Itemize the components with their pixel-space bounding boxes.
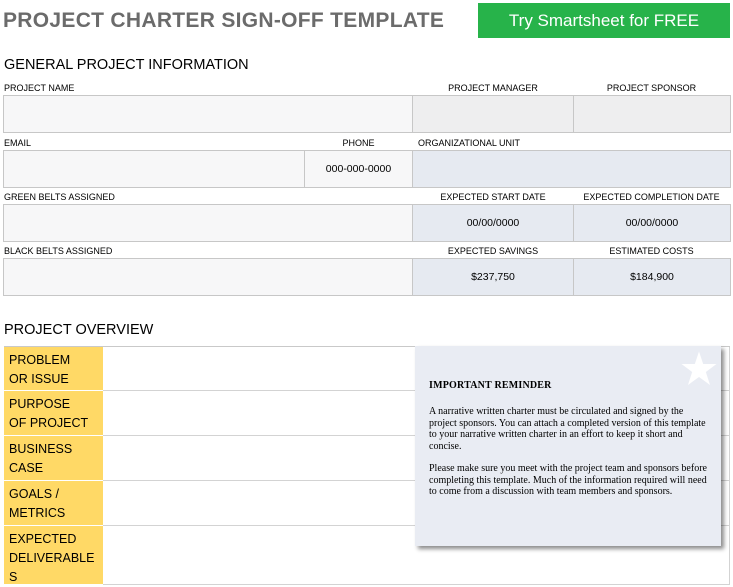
important-reminder-callout bbox=[415, 346, 721, 546]
overview-label-deliverables: EXPECTED DELIVERABLE S bbox=[4, 526, 103, 585]
overview-label-business-case: BUSINESS CASE bbox=[4, 436, 103, 481]
project-manager-field[interactable] bbox=[412, 95, 574, 133]
project-name-label: PROJECT NAME bbox=[4, 83, 75, 93]
phone-label: PHONE bbox=[342, 138, 375, 148]
black-belts-label: BLACK BELTS ASSIGNED bbox=[4, 246, 113, 256]
expected-savings-field[interactable]: $237,750 bbox=[412, 258, 574, 296]
estimated-costs-field[interactable]: $184,900 bbox=[573, 258, 731, 296]
star-icon bbox=[680, 350, 718, 388]
phone-field[interactable]: 000-000-0000 bbox=[304, 150, 413, 188]
estimated-costs-label: ESTIMATED COSTS bbox=[609, 246, 694, 256]
completion-date-label: EXPECTED COMPLETION DATE bbox=[583, 192, 720, 202]
overview-label-goals: GOALS / METRICS bbox=[4, 481, 103, 526]
project-sponsor-label: PROJECT SPONSOR bbox=[606, 83, 697, 93]
black-belts-field[interactable] bbox=[3, 258, 413, 296]
email-label: EMAIL bbox=[4, 138, 32, 148]
reminder-paragraph-2: Please make sure you meet with the project team and sponsors before completing this template. Much of the information required will need to come from a discussion with team members and sponsors. bbox=[429, 463, 707, 497]
project-overview-heading: PROJECT OVERVIEW bbox=[4, 322, 154, 338]
try-smartsheet-button[interactable]: Try Smartsheet for FREE bbox=[478, 3, 730, 38]
expected-savings-label: EXPECTED SAVINGS bbox=[447, 246, 539, 256]
reminder-title: IMPORTANT REMINDER bbox=[429, 380, 552, 391]
page-title: PROJECT CHARTER SIGN-OFF TEMPLATE bbox=[3, 9, 445, 32]
start-date-label: EXPECTED START DATE bbox=[440, 192, 546, 202]
green-belts-label: GREEN BELTS ASSIGNED bbox=[4, 192, 115, 202]
project-name-field[interactable] bbox=[3, 95, 413, 133]
overview-label-problem: PROBLEM OR ISSUE bbox=[4, 347, 103, 391]
reminder-paragraph-1: A narrative written charter must be circulated and signed by the project sponsors. You can attach a completed version of this template to your narrative written charter in an effort to keep it short and concise. bbox=[429, 406, 706, 452]
project-sponsor-field[interactable] bbox=[573, 95, 731, 133]
project-manager-label: PROJECT MANAGER bbox=[448, 83, 538, 93]
email-field[interactable] bbox=[3, 150, 305, 188]
org-unit-label: ORGANIZATIONAL UNIT bbox=[418, 138, 521, 148]
green-belts-field[interactable] bbox=[3, 204, 413, 242]
org-unit-field[interactable] bbox=[412, 150, 731, 188]
start-date-field[interactable]: 00/00/0000 bbox=[412, 204, 574, 242]
general-info-heading: GENERAL PROJECT INFORMATION bbox=[4, 57, 249, 73]
overview-label-purpose: PURPOSE OF PROJECT bbox=[4, 391, 103, 436]
completion-date-field[interactable]: 00/00/0000 bbox=[573, 204, 731, 242]
